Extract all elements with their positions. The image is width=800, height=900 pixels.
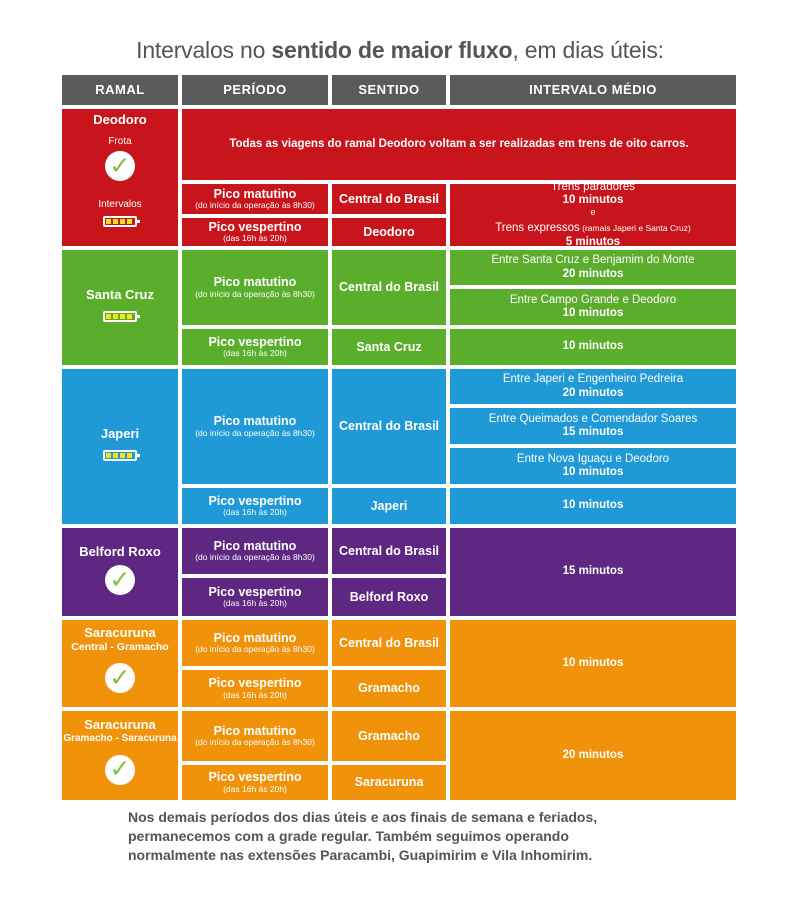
periodo-cell: Pico matutino (do início da operação às 8h30)	[182, 528, 328, 574]
ramal-saracuruna-gramacho-saracuruna: Saracuruna Gramacho - Saracuruna ✓	[62, 711, 178, 800]
periodo-cell: Pico vespertino (das 16h às 20h)	[182, 488, 328, 524]
check-icon: ✓	[105, 565, 135, 595]
periodo-cell: Pico vespertino (das 16h às 20h)	[182, 218, 328, 246]
header-ramal: RAMAL	[62, 75, 178, 105]
sentido-cell: Gramacho	[332, 711, 446, 761]
frota-label: Frota	[108, 135, 132, 147]
intervalo-cell: Entre Campo Grande e Deodoro 10 minutos	[450, 289, 736, 325]
periodo-cell: Pico vespertino (das 16h às 20h)	[182, 765, 328, 800]
deodoro-note: Todas as viagens do ramal Deodoro voltam a ser realizadas em trens de oito carros.	[182, 109, 736, 180]
ramal-santa-cruz: Santa Cruz	[62, 250, 178, 365]
check-icon: ✓	[105, 755, 135, 785]
intervalo-cell: Trens paradores 10 minutos e Trens expressos (ramais Japeri e Santa Cruz) 5 minutos	[450, 184, 736, 246]
intervalos-label: Intervalos	[98, 199, 142, 211]
header-intervalo: INTERVALO MÉDIO	[450, 75, 736, 105]
sentido-cell: Santa Cruz	[332, 329, 446, 365]
sentido-cell: Central do Brasil	[332, 369, 446, 484]
periodo-cell: Pico vespertino (das 16h às 20h)	[182, 329, 328, 365]
periodo-cell: Pico matutino (do início da operação às 8h30)	[182, 184, 328, 214]
ramal-japeri: Japeri	[62, 369, 178, 524]
battery-icon	[103, 311, 137, 322]
check-icon: ✓	[105, 151, 135, 181]
header-periodo: PERÍODO	[182, 75, 328, 105]
sentido-cell: Central do Brasil	[332, 620, 446, 666]
ramal-saracuruna-central-gramacho: Saracuruna Central - Gramacho ✓	[62, 620, 178, 707]
intervalo-cell: 15 minutos	[450, 528, 736, 616]
check-icon: ✓	[105, 663, 135, 693]
sentido-cell: Japeri	[332, 488, 446, 524]
intervalo-cell: 10 minutos	[450, 620, 736, 707]
periodo-cell: Pico vespertino (das 16h às 20h)	[182, 670, 328, 707]
intervalo-cell: 20 minutos	[450, 711, 736, 800]
sentido-cell: Saracuruna	[332, 765, 446, 800]
intervalo-cell: Entre Queimados e Comendador Soares 15 minutos	[450, 408, 736, 444]
sentido-cell: Central do Brasil	[332, 528, 446, 574]
ramal-belford-roxo: Belford Roxo ✓	[62, 528, 178, 616]
intervalo-cell: Entre Japeri e Engenheiro Pedreira 20 minutos	[450, 369, 736, 404]
intervalo-cell: 10 minutos	[450, 329, 736, 365]
periodo-cell: Pico vespertino (das 16h às 20h)	[182, 578, 328, 616]
battery-icon	[103, 450, 137, 461]
sentido-cell: Belford Roxo	[332, 578, 446, 616]
periodo-cell: Pico matutino (do início da operação às 8h30)	[182, 250, 328, 325]
periodo-cell: Pico matutino (do início da operação às 8h30)	[182, 369, 328, 484]
intervalo-cell: Entre Santa Cruz e Benjamim do Monte 20 minutos	[450, 250, 736, 285]
footer-note: Nos demais períodos dos dias úteis e aos finais de semana e feriados, permanecemos com a grade regular. Também seguimos operando normalmente nas extensões Paracambi, Guapimirim e Vila Inhomirim.	[128, 809, 598, 863]
battery-icon	[103, 216, 137, 227]
intervalo-cell: 10 minutos	[450, 488, 736, 524]
sentido-cell: Deodoro	[332, 218, 446, 246]
periodo-cell: Pico matutino (do início da operação às 8h30)	[182, 711, 328, 761]
sentido-cell: Central do Brasil	[332, 184, 446, 214]
periodo-cell: Pico matutino (do início da operação às 8h30)	[182, 620, 328, 666]
intervalo-cell: Entre Nova Iguaçu e Deodoro 10 minutos	[450, 448, 736, 484]
header-sentido: SENTIDO	[332, 75, 446, 105]
ramal-deodoro: Deodoro Frota ✓ Intervalos	[62, 109, 178, 246]
sentido-cell: Central do Brasil	[332, 250, 446, 325]
page-title: Intervalos no sentido de maior fluxo, em dias úteis:	[136, 37, 664, 63]
sentido-cell: Gramacho	[332, 670, 446, 707]
